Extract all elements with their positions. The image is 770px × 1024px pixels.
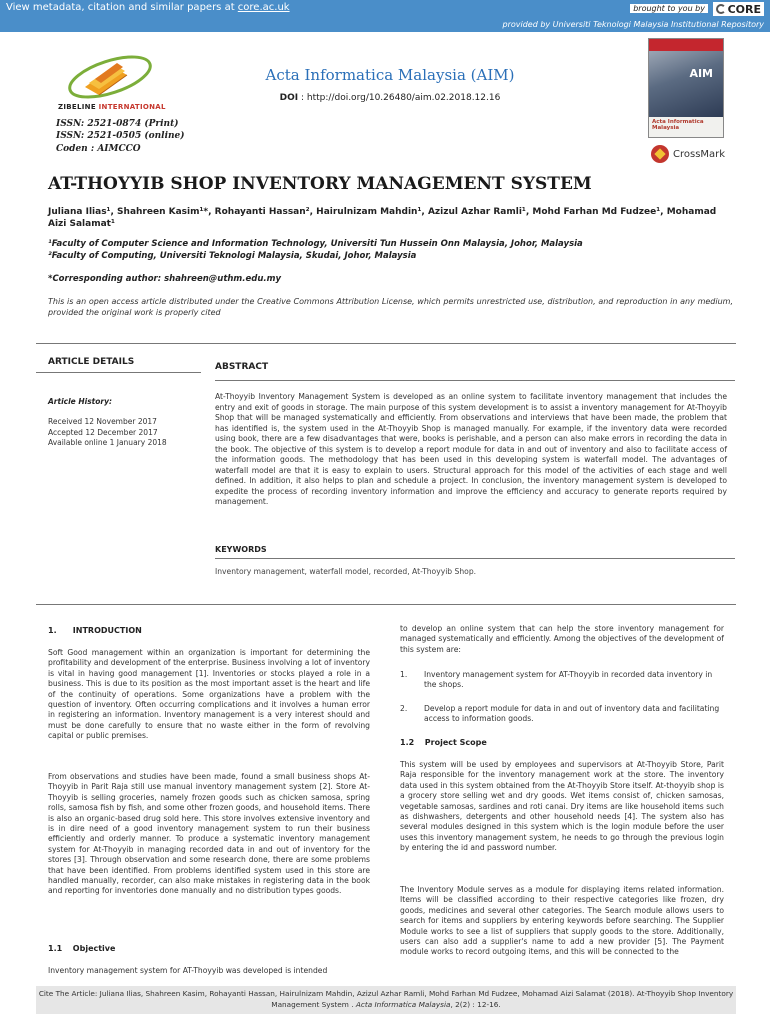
scope-paragraph-2: The Inventory Module serves as a module for displaying items related information. Items will be classified according to their respective categories like frozen, dry goods, medicines and several other categories. The Search module allows users to search for items and suppliers by entering keywords before searching. The Supplier Module works to see a list of suppliers that supply goods to the store. Additionally, users can also add a supplier's name to add a new provider [5]. The Payment module works to record outgoing items, and this will be connected to the [400,885,724,957]
doi-value[interactable]: : http://doi.org/10.26480/aim.02.2018.12.16 [298,93,501,103]
article-history [48,417,167,449]
section-number: 1.1 [48,944,63,953]
crossmark-badge[interactable] [651,144,727,164]
cover-top-band [649,39,723,51]
abstract-text: At-Thoyyib Inventory Management System is developed as an online system to facilitate inventory management that includes the entry and exit of goods in storage. The main purpose of this system development is to assist a inventory management for At-Thoyyib Shop that will be managed systematically and efficiently. From observations and interviews that have been made, the problem that has identified is, the system used in the At-Thoyyib Shop is managed manually. For example, if the inventory data were recorded using book, there are a few disadvantages that were, books is perishable, and a person can also make errors in recording the data in the book. The objective of this system is to develop a report module for data in and out of inventory and also to facilitate access of the information goods. The methodology that has been used in this developing system is waterfall model. The advantages of waterfall model are that it is easy to explain to users. Structural approach for this model of the activities of each stage and well defined. In addition, it also helps to plan and schedule a project. In conclusion, the inventory management system is developed to expedite the process of recording inventory information and improve the efficiency and accuracy to generate reports required by management. [215,392,727,506]
keywords-heading: KEYWORDS [215,545,267,554]
affiliation-1: ¹Faculty of Computer Science and Information Technology, Universiti Tun Hussein Onn Malaysia, Johor, Malaysia [48,239,583,249]
citation-journal: Acta Informatica Malaysia [355,999,451,1009]
received-date: Received 12 November 2017 [48,417,157,426]
provider-bar [0,18,770,32]
list-number: 2. [400,704,408,713]
scope-paragraph-1: This system will be used by employees and supervisors at At-Thoyyib Store, Parit Raja responsible for the inventory management work at the store. The inventory data used in this system obtained from the At-Thoyyib Store itself. At-thoyyib shop is a grocery store selling wet and dry goods. Wet items consist of, chicken samosas, vegetable samosas, sardines and roti canai. Dry items are like household items such as dishwashers, detergents and other household needs [4]. The system also has several modules designed in this system which is the login module before the user uses this inventory management system, he needs to go through the previous login by entering the id and password number. [400,760,724,853]
list-item [400,704,724,728]
divider [215,380,735,381]
article-details-heading: ARTICLE DETAILS [48,357,135,367]
journal-cover-image [648,38,724,138]
divider [36,343,736,344]
core-link[interactable]: core.ac.uk [237,2,290,13]
affiliation-2: ²Faculty of Computing, Universiti Teknologi Malaysia, Skudai, Johor, Malaysia [48,251,417,261]
section-heading-objective [48,944,115,953]
issn-online: ISSN: 2521-0505 (online) [56,131,185,141]
core-metadata-bar [0,0,770,18]
journal-title: Acta Informatica Malaysia (AIM) [265,66,515,84]
metadata-label: View metadata, citation and similar papers at [6,2,238,13]
intro-paragraph-1: Soft Good management within an organization is important for determining the profitability and development of the enterprise. Business involving a lot of inventory is vital in having good management [1]. Inventories or stocks played a role in a business. This is due to its position as the most important asset is the heart and life of the continuity of operations. Some organizations have a problem with the question of inventory. Often occurring complications and it involves a human error in registering an information. Inventory management is a very interest should and must be done carefully to ensure that no waste either in the form of revolving capital or public premises. [48,648,370,741]
book-logo-icon [55,45,155,105]
section-number: 1. [48,626,57,635]
list-item [400,670,724,694]
core-logo-icon [716,4,726,14]
core-logo[interactable] [713,2,764,16]
abstract-heading: ABSTRACT [215,362,269,372]
issn-print: ISSN: 2521-0874 (Print) [56,119,179,129]
citation-footer [36,986,736,1014]
section-title: INTRODUCTION [72,626,142,635]
accepted-date: Accepted 12 December 2017 [48,427,158,437]
divider [215,558,735,559]
affiliations [48,238,583,262]
divider [36,372,201,373]
crossmark-label: CrossMark [673,148,726,160]
crossmark-icon [651,145,669,163]
doi-label: DOI [279,93,299,103]
paper-title: AT-THOYYIB SHOP INVENTORY MANAGEMENT SYSTEM [48,174,592,194]
section-title: Objective [72,944,116,953]
divider [36,604,736,605]
metadata-text [6,2,290,13]
cover-journal-name: Acta Informatica Malaysia [652,119,704,131]
online-date: Available online 1 January 2018 [48,438,167,447]
publisher-label: ZIBELINE [58,103,96,111]
coden: Coden : AIMCCO [56,144,141,154]
corresponding-author: *Corresponding author: shahreen@uthm.edu.my [48,274,282,284]
license-statement: This is an open access article distributed under the Creative Commons Attribution License, which permits unrestricted use, distribution, and reproduction in any medium, provided the original work is properly cited [48,297,733,317]
section-title: Project Scope [424,738,487,747]
keywords: Inventory management, waterfall model, recorded, At-Thoyyib Shop. [215,567,477,576]
core-name: CORE [727,2,761,16]
doi-line [240,93,540,103]
list-number: 1. [400,670,408,679]
section-heading-project-scope [400,738,487,747]
publisher-sub-label: INTERNATIONAL [98,103,166,111]
objective-paragraph: Inventory management system for AT-Thoyyib was developed is intended [48,966,328,975]
article-history-heading: Article History: [48,397,113,406]
section-heading-introduction [48,626,142,635]
section-number: 1.2 [400,738,415,747]
right-paragraph-1: to develop an online system that can help the store inventory management for managed systematically and efficiently. Among the objectives of the development of this system are: [400,624,724,654]
provided-by-text[interactable]: provided by Universiti Teknologi Malaysia Institutional Repository [502,20,764,29]
publisher-name [58,103,166,111]
intro-paragraph-2: From observations and studies have been made, found a small business shops At-Thoyyib in Parit Raja still use manual inventory management system [2]. Store At-Thoyyib is selling groceries, namely frozen goods such as chicken samosa, spring rolls, samosa fish by fish, and some other frozen goods, and household items. There is also an organic-based drug sold here. This store involves extensive inventory and is in dire need of a good inventory management system to run their business efficiently and orderly manner. To produce a systematic inventory management system for At-Thoyyib in managing recorded data in and out of inventory for the stores [3]. Through observation and some research done, there are some problems that have been identified. From problems identified system used in this store are handled manually, recorder, can also make mistakes in registering data in the book and reporting for inventories done manually and no distribution types goods. [48,772,370,896]
brought-by-text: brought to you by [630,4,708,13]
cover-aim-label: AIM [689,67,713,80]
list-text: Inventory management system for AT-Thoyyib in recorded data inventory in the shops. [424,670,713,690]
issn-block [56,118,185,142]
citation-text: Cite The Article: Juliana Ilias, Shahreen Kasim, Rohayanti Hassan, Hairulnizam Mahdin, Azizul Azhar Ramli, Mohd Farhan Md Fudzee, Mohamad Aizi Salamat (2018). At-Thoyyib Shop Inventory Management System . [38,989,734,1009]
citation-tail: , 2(2) : 12-16. [450,999,501,1009]
author-list: Juliana Ilias¹, Shahreen Kasim¹*, Rohayanti Hassan², Hairulnizam Mahdin¹, Azizul Azhar Ramli¹, Mohd Farhan Md Fudzee¹, Mohamad Aizi Salamat¹ [48,207,717,229]
list-text: Develop a report module for data in and out of inventory data and facilitating access to information goods. [424,704,720,724]
